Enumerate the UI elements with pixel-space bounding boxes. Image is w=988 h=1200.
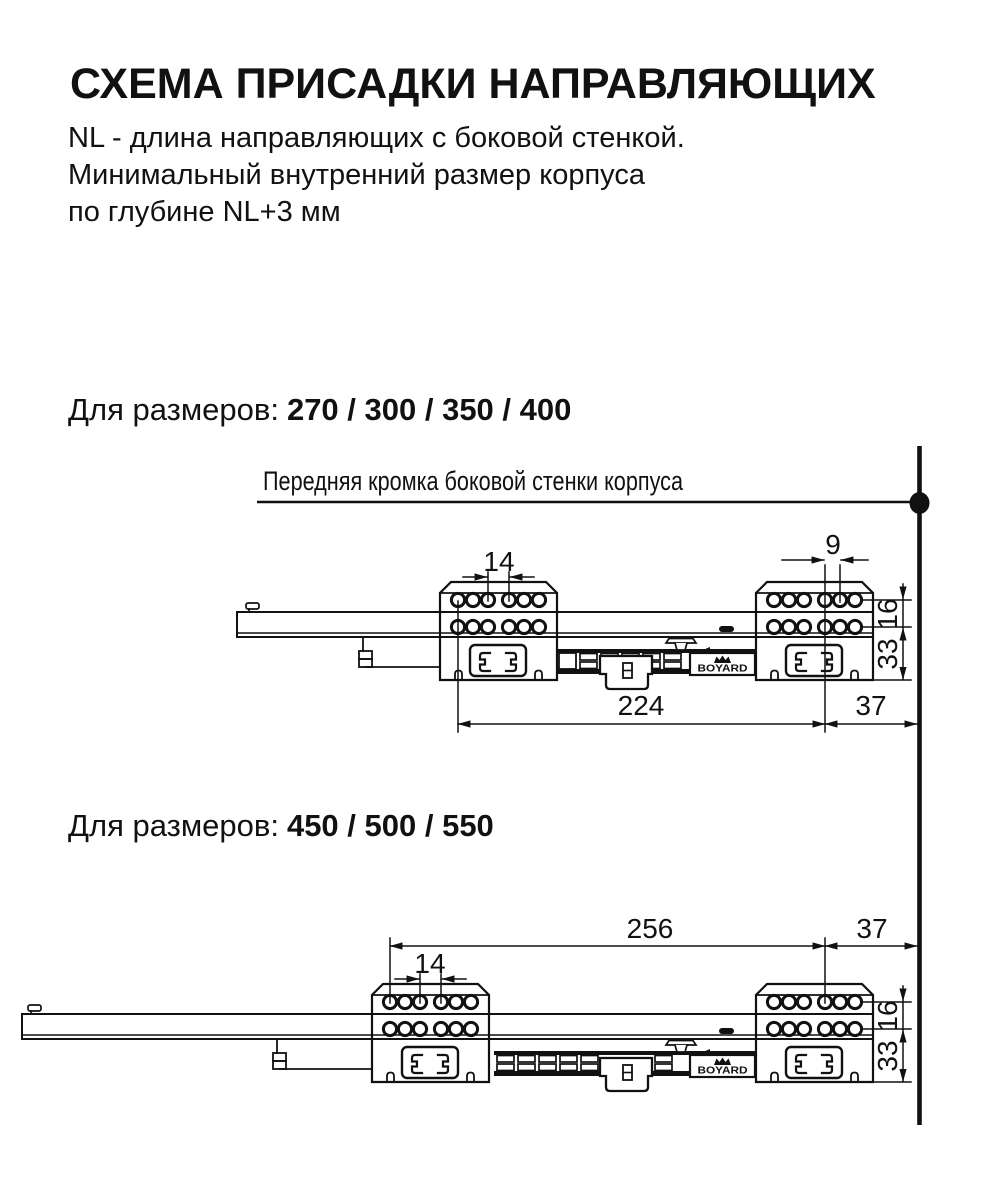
description-line: по глубине NL+3 мм: [68, 196, 341, 228]
mechanism-band: [494, 1028, 755, 1091]
brand-logo-text: BOYARD: [697, 663, 748, 675]
mounting-block: [756, 984, 873, 1082]
dim-rows: 16: [872, 1000, 903, 1032]
rail-slot: [719, 626, 734, 632]
sizes-values: 270 / 300 / 350 / 400: [286, 392, 572, 427]
description-line: NL - длина направляющих с боковой стенкой.: [68, 122, 685, 154]
latch-clip: [666, 1041, 696, 1046]
crown-icon: [714, 656, 731, 664]
mounting-block: [756, 582, 873, 680]
dim-hole-pitch: 14: [414, 948, 446, 979]
dim-front: 37: [856, 913, 888, 944]
brand-logo: [690, 1055, 755, 1077]
dim-back: 224: [617, 690, 665, 721]
sizes-label: Для размеров:: [68, 808, 279, 843]
sizes-values: 450 / 500 / 550: [286, 808, 494, 843]
slide-drawing-bottom: [22, 913, 917, 1091]
rail-slot: [719, 1028, 734, 1034]
brand-logo-text: BOYARD: [697, 1065, 748, 1077]
front-edge-dot: [910, 492, 930, 514]
mechanism-band: [558, 626, 755, 689]
dim-offset: 9: [825, 529, 841, 560]
crown-icon: [714, 1058, 731, 1066]
description-line: Минимальный внутренний размер корпуса: [68, 159, 645, 191]
dim-bottom: 33: [872, 638, 903, 670]
page-title: СХЕМА ПРИСАДКИ НАПРАВЛЯЮЩИХ: [70, 60, 876, 108]
brand-logo: [690, 653, 755, 675]
dim-hole-pitch: 14: [483, 546, 515, 577]
inner-rail-bracket: [273, 1039, 371, 1069]
sizes-label: Для размеров:: [68, 392, 279, 427]
dim-bottom: 33: [872, 1040, 903, 1072]
dim-front: 37: [855, 690, 887, 721]
inner-rail-bracket: [359, 637, 439, 667]
dim-rows: 16: [872, 598, 903, 630]
slide-drawing-top: [237, 529, 917, 732]
front-edge-label: Передняя кромка боковой стенки корпуса: [263, 466, 684, 496]
latch-clip: [666, 639, 696, 644]
dim-back: 256: [626, 913, 674, 944]
